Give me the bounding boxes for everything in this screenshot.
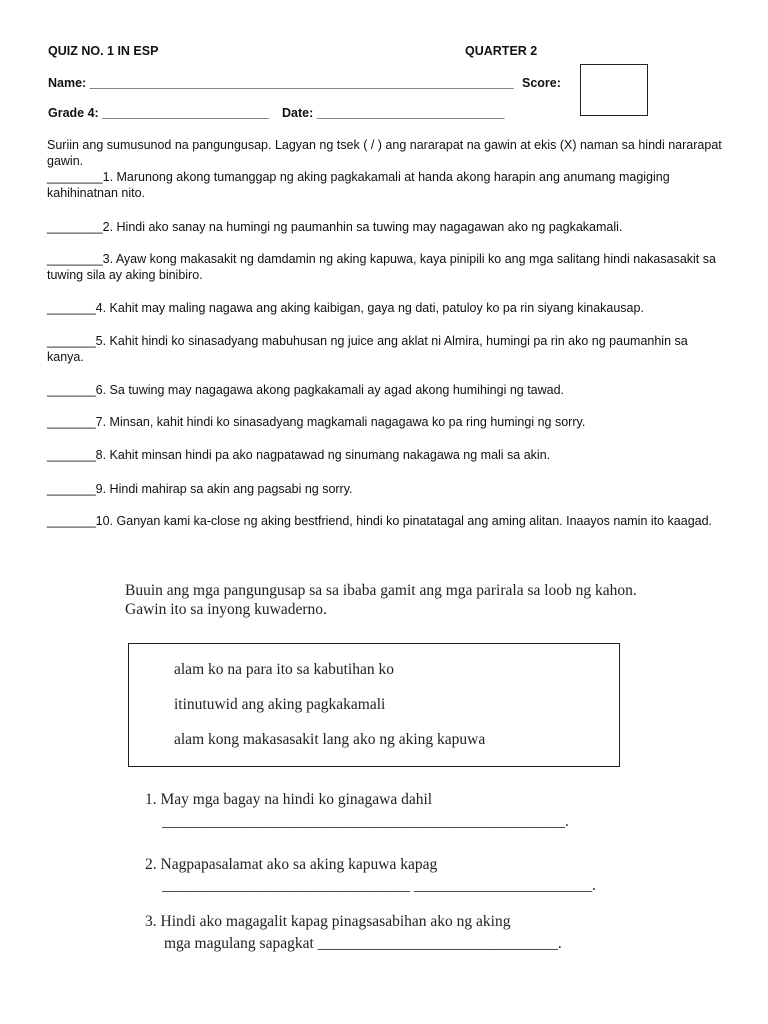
quiz-item-2: ________2. Hindi ako sanay na humingi ng paumanhin sa tuwing may nagagawan ako ng pagkakamali. [47, 220, 623, 234]
quarter-label: QUARTER 2 [465, 44, 538, 58]
phrase-1: alam ko na para ito sa kabutihan ko [174, 661, 394, 678]
quiz-item-3: ________3. Ayaw kong makasakit ng damdamin ng aking kapuwa, kaya pinipili ko ang mga salitang hindi nakasasakit sa tuwing sila ay aking binibiro. [47, 252, 716, 282]
sentence-3-text: 3. Hindi ako magagalit kapag pinagsasabihan ako ng aking [145, 913, 511, 930]
phrase-2: itinutuwid ang aking pagkakamali [174, 696, 386, 713]
quiz-item-5: _______5. Kahit hindi ko sinasadyang mabuhusan ng juice ang aklat ni Almira, humingi pa rin ako ng paumanhin sa kanya. [47, 334, 688, 364]
sentence-3-blank: mga magulang sapagkat _______________________________. [164, 935, 562, 952]
sentence-1-blank: ____________________________________________________. [162, 813, 569, 830]
quiz-title: QUIZ NO. 1 IN ESP [48, 44, 159, 58]
name-field-line: Name: _____________________________________________________________ [48, 76, 514, 90]
sentence-1-text: 1. May mga bagay na hindi ko ginagawa dahil [145, 791, 433, 808]
sentence-2-blank: ________________________________ _______________________. [162, 877, 596, 894]
phrase-box [128, 643, 620, 767]
sentence-2-text: 2. Nagpapasalamat ako sa aking kapuwa kapag [145, 856, 438, 873]
part2-instructions: Buuin ang mga pangungusap sa sa ibaba gamit ang mga parirala sa loob ng kahon. Gawin ito sa inyong kuwaderno. [125, 582, 637, 618]
quiz-item-9: _______9. Hindi mahirap sa akin ang pagsabi ng sorry. [47, 482, 353, 496]
date-field-line: Date: ___________________________ [282, 106, 505, 120]
phrase-3: alam kong makasasakit lang ako ng aking kapuwa [174, 731, 486, 748]
score-label: Score: [522, 76, 561, 90]
quiz-item-7: _______7. Minsan, kahit hindi ko sinasadyang magkamali nagagawa ko pa ring humingi ng sorry. [47, 415, 586, 429]
score-box [580, 64, 648, 116]
quiz-item-6: _______6. Sa tuwing may nagagawa akong pagkakamali ay agad akong humihingi ng tawad. [47, 383, 565, 397]
quiz-item-8: _______8. Kahit minsan hindi pa ako nagpatawad ng sinumang nakagawa ng mali sa akin. [47, 448, 551, 462]
grade-field-line: Grade 4: ________________________ [48, 106, 270, 120]
quiz-item-1: ________1. Marunong akong tumanggap ng aking pagkakamali at handa akong harapin ang anumang magiging kahihinatnan nito. [47, 170, 670, 200]
quiz-item-10: _______10. Ganyan kami ka-close ng aking bestfriend, hindi ko pinatatagal ang aming alitan. Inaayos namin ito kaagad. [47, 514, 713, 528]
instructions: Suriin ang sumusunod na pangungusap. Lagyan ng tsek ( / ) ang nararapat na gawin at ekis (X) naman sa hindi nararapat gawin. [47, 138, 722, 168]
quiz-item-4: _______4. Kahit may maling nagawa ang aking kaibigan, gaya ng dati, patuloy ko pa rin siyang kinakausap. [47, 301, 644, 315]
